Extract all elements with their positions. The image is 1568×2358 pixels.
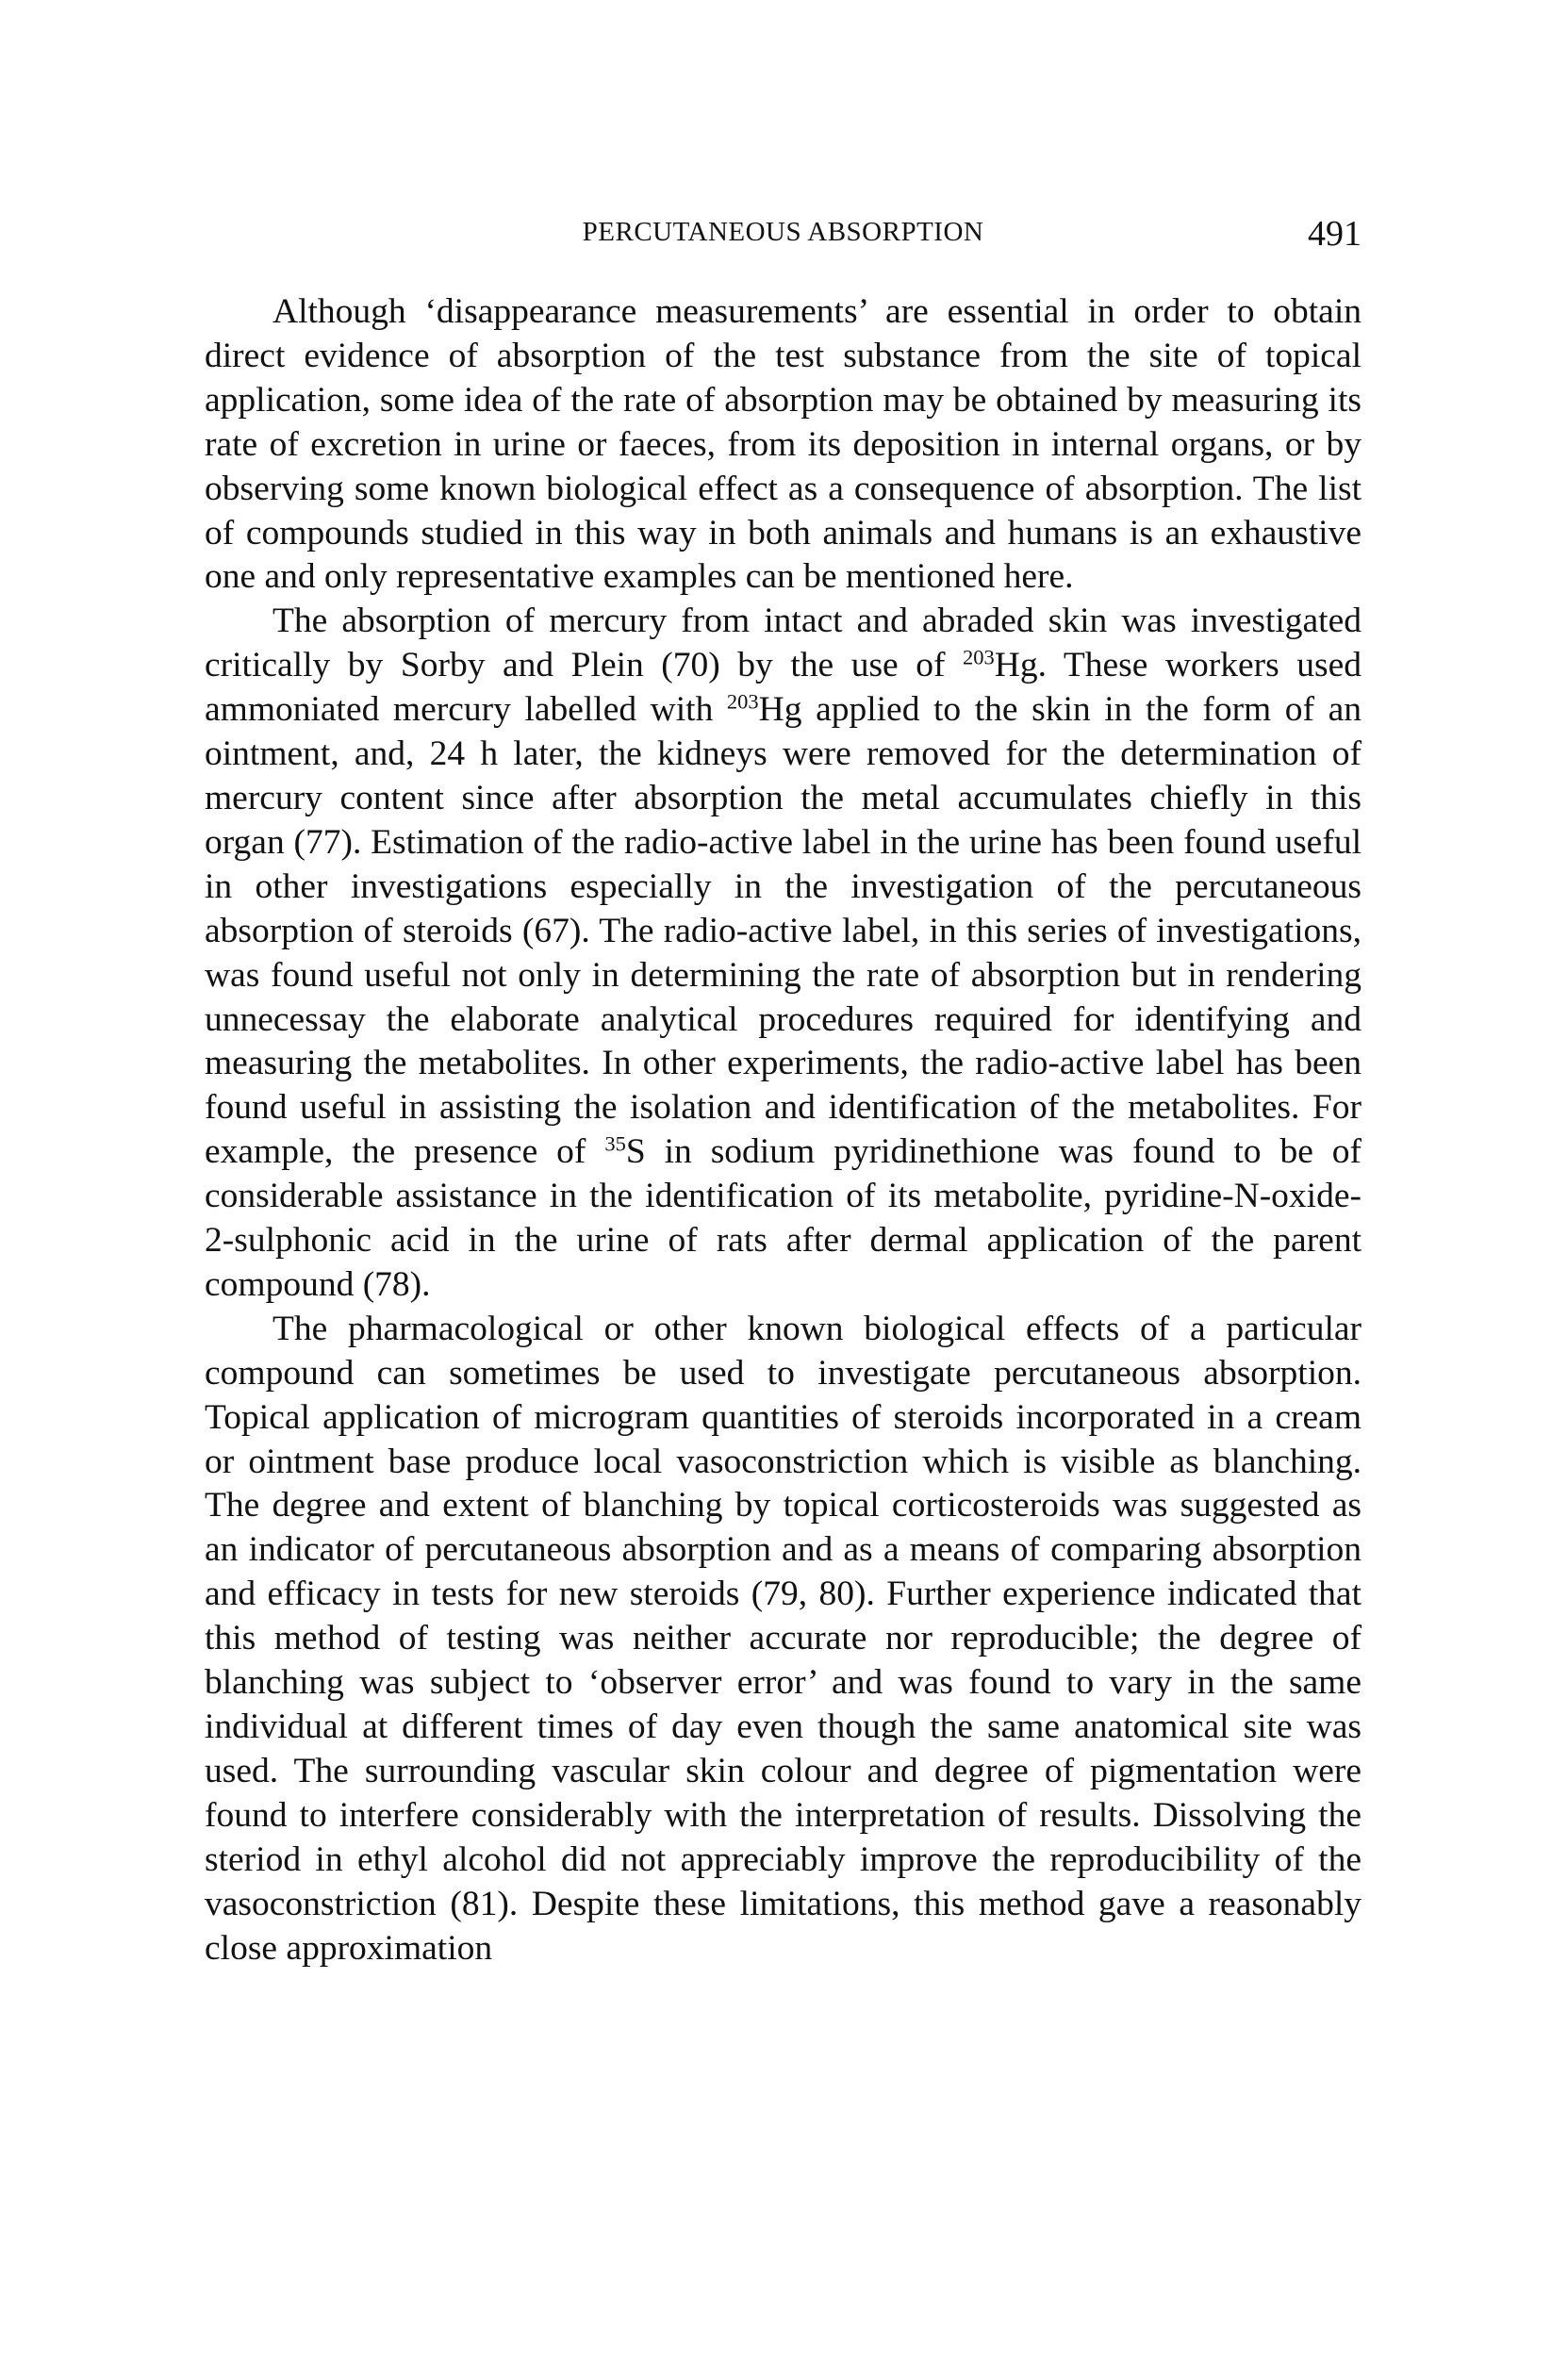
isotope-mass-superscript: 203 [726,689,759,714]
text-segment: The absorption of mercury from intact and abraded skin was investigated critically by Sorby and Plein (70) by the use of [205,602,1362,685]
text-segment: S in sodium pyridinethione was found to be of considerable assistance in the identification of its metabolite, pyridine-N-oxide-2-sulphonic acid in the urine of rats after dermal application of the parent compound (78). [205,1132,1362,1304]
text-segment: The pharmacological or other known biological effects of a particular compound can sometimes be used to investigate percutaneous absorption. Topical application of microgram quantities of steroids incorporated in a cream or ointment base produce local vasoconstriction which is visible as blanching. The degree and extent of blanching by topical corticosteroids was suggested as an indicator of percutaneous absorption and as a means of comparing absorption and efficacy in tests for new steroids (79, 80). Further experience indicated that this method of testing was neither accurate nor reproducible; the degree of blanching was subject to ‘observer error’ and was found to vary in the same individual at different times of day even though the same anatomical site was used. The surrounding vascular skin colour and degree of pigmentation were found to interfere considerably with the interpretation of results. Dissolving the steriod in ethyl alcohol did not appreciably improve the reproducibility of the vasoconstriction (81). Despite these limitations, this method gave a reasonably close approximation [205,1309,1362,1968]
paragraph-2 [205,600,1362,1308]
text-segment: Although ‘disappearance measurements’ are essential in order to obtain direct evidence of absorption of the test substance from the site of topical application, some idea of the rate of absorption may be obtained by measuring its rate of excretion in urine or faeces, from its deposition in internal organs, or by observing some known biological effect as a consequence of absorption. The list of compounds studied in this way in both animals and humans is an exhaustive one and only representative examples can be mentioned here. [205,292,1362,597]
running-title: PERCUTANEOUS ABSORPTION [582,217,984,247]
text-segment: Hg. These workers used ammoniated mercury labelled with [205,646,1362,730]
paragraph-3 [205,1308,1362,1971]
page-number: 491 [1308,214,1362,254]
text-segment: Hg applied to the skin in the form of an ointment, and, 24 h later, the kidneys were removed for the determination of mercury content since after absorption the metal accumulates chiefly in this organ (77). Estimation of the radio-active label in the urine has been found useful in other investigations especially in the investigation of the percutaneous absorption of steroids (67). The radio-active label, in this series of investigations, was found useful not only in determining the rate of absorption but in rendering unnecessay the elaborate analytical procedures required for identifying and measuring the metabolites. In other experiments, the radio-active label has been found useful in assisting the isolation and identification of the metabolites. For example, the presence of [205,690,1362,1172]
isotope-mass-superscript: 35 [604,1131,626,1156]
isotope-mass-superscript: 203 [963,645,995,669]
paragraph-1 [205,290,1362,600]
body-text [205,290,1362,1970]
running-head [205,213,1362,255]
